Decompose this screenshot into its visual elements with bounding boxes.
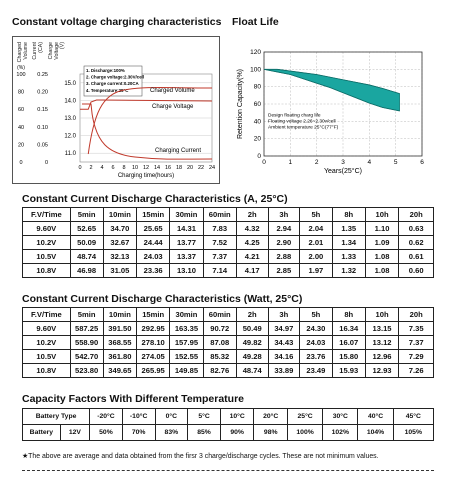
capacity-header-cell: 20°C — [254, 409, 288, 425]
table-cell: 7.37 — [203, 250, 236, 264]
cv-voltage-tick: 11.0 — [64, 151, 76, 158]
table-cell: 7.37 — [399, 336, 434, 350]
table-cell: 1.33 — [332, 250, 365, 264]
table-row — [23, 364, 434, 378]
table-cell: 13.37 — [170, 250, 204, 264]
table-cell: 391.50 — [103, 322, 137, 336]
table-cell: 16.34 — [332, 322, 365, 336]
fl-xlabel: Years(25°C) — [324, 168, 362, 175]
fl-annotation-line: Floating voltage 2.26~2.30v/cell — [268, 119, 336, 125]
table-header-row — [23, 308, 434, 322]
fl-y-tick: 60 — [253, 101, 261, 108]
float-life-title: Float Life — [232, 16, 279, 28]
table-row — [23, 336, 434, 350]
capacity-cell: 104% — [358, 425, 393, 441]
table-cell: 13.12 — [365, 336, 399, 350]
table-cell: 46.98 — [70, 264, 103, 278]
capacity-header-cell: -10°C — [122, 409, 155, 425]
table-cell: 52.65 — [70, 222, 103, 236]
cv-voltage-tick: 14.0 — [64, 98, 76, 105]
fl-ylabel: Retention Capacity(%) — [237, 68, 244, 140]
table-cell: 7.26 — [399, 364, 434, 378]
table-cell: 265.95 — [137, 364, 170, 378]
header-cell: 20h — [399, 308, 434, 322]
table-cell: 542.70 — [70, 350, 103, 364]
cv-legend-item: 3. Charge current:0.20CA — [86, 81, 139, 87]
table-cell: 558.90 — [70, 336, 103, 350]
table-cell: 2.04 — [299, 222, 332, 236]
table-cell: 0.63 — [399, 222, 434, 236]
table-cell: 7.14 — [203, 264, 236, 278]
table-row — [23, 222, 434, 236]
cv-legend-item: 2. Charge voltage:2.30V/cell — [86, 74, 145, 80]
table-cell: 31.05 — [103, 264, 137, 278]
table-cell: 2.85 — [268, 264, 299, 278]
table-cell: 10.5V — [23, 250, 71, 264]
cv-x-tick: 16 — [164, 165, 172, 171]
dashed-divider — [22, 470, 434, 471]
cv-axis-title-2: ChargeVoltage(V) — [48, 42, 66, 60]
table-cell: 24.44 — [137, 236, 170, 250]
fl-y-tick: 80 — [253, 83, 261, 91]
cv-x-tick: 22 — [197, 165, 205, 171]
table-cell: 34.70 — [103, 222, 137, 236]
fl-y-tick: 0 — [257, 153, 261, 160]
capacity-cell: 100% — [288, 425, 323, 441]
cv-charging-title: Constant voltage charging characteristics — [12, 16, 222, 28]
cv-label-voltage: Charge Voltage — [152, 104, 194, 110]
header-cell: 10min — [103, 208, 137, 222]
fl-y-tick: 40 — [253, 118, 261, 126]
table-cell: 4.17 — [236, 264, 268, 278]
cv-current-tick: 0.10 — [37, 124, 48, 131]
capacity-cell: 98% — [254, 425, 288, 441]
fl-band-area — [264, 69, 400, 111]
header-cell: 2h — [236, 308, 268, 322]
capacity-row — [23, 425, 434, 441]
table-cell: 49.82 — [236, 336, 268, 350]
table-row — [23, 250, 434, 264]
cv-voltage-tick: 15.0 — [64, 80, 76, 87]
table-cell: 4.32 — [236, 222, 268, 236]
table-cell: 1.32 — [332, 264, 365, 278]
table-cell: 49.28 — [236, 350, 268, 364]
fl-x-tick: 2 — [314, 159, 319, 166]
cv-xlabel: Charging time(hours) — [117, 173, 175, 179]
cv-charged-volume-curve — [88, 88, 212, 155]
capacity-header-cell: Battery Type — [23, 409, 90, 425]
table-cell: 274.05 — [137, 350, 170, 364]
cv-legend-item: 1. Discharge:100% — [86, 68, 125, 73]
cv-volume-tick: 0 — [19, 160, 23, 166]
cv-x-tick: 8 — [122, 165, 126, 171]
discharge-w-title: Constant Current Discharge Characteristics (Watt, 25°C) — [22, 293, 303, 305]
table-row — [23, 322, 434, 336]
table-cell: 2.90 — [268, 236, 299, 250]
table-cell: 9.60V — [23, 322, 71, 336]
header-cell: 10h — [365, 208, 399, 222]
table-cell: 1.08 — [365, 264, 399, 278]
footnote: ★The above are average and data obtained from the firsr 3 charge/discharge cycles. These are not minimum values. — [22, 453, 379, 460]
capacity-header-cell: 40°C — [358, 409, 393, 425]
table-cell: 23.76 — [299, 350, 332, 364]
cv-volume-tick: 40 — [17, 124, 25, 131]
fl-x-tick: 3 — [341, 159, 345, 166]
table-cell: 0.60 — [399, 264, 434, 278]
discharge-a-table — [22, 207, 434, 278]
header-cell: 5h — [299, 208, 332, 222]
table-cell: 1.35 — [332, 222, 365, 236]
header-cell: 15min — [137, 208, 170, 222]
table-cell: 34.43 — [268, 336, 299, 350]
table-cell: 2.94 — [268, 222, 299, 236]
table-cell: 14.31 — [170, 222, 204, 236]
table-cell: 33.89 — [268, 364, 299, 378]
capacity-table — [22, 408, 434, 441]
table-cell: 32.13 — [103, 250, 137, 264]
table-cell: 157.95 — [170, 336, 204, 350]
cv-current-tick: 0 — [44, 160, 48, 166]
table-cell: 349.65 — [103, 364, 137, 378]
table-header-row — [23, 208, 434, 222]
table-cell: 25.65 — [137, 222, 170, 236]
table-cell: 12.93 — [365, 364, 399, 378]
fl-x-tick: 6 — [420, 159, 424, 166]
header-cell: 20h — [399, 208, 434, 222]
cv-volume-tick: 100 — [16, 72, 26, 78]
table-row — [23, 236, 434, 250]
table-cell: 7.52 — [203, 236, 236, 250]
table-cell: 278.10 — [137, 336, 170, 350]
cv-x-tick: 20 — [186, 165, 194, 171]
capacity-cell: 105% — [393, 425, 433, 441]
header-cell: 30min — [170, 308, 204, 322]
capacity-header-cell: 0°C — [155, 409, 188, 425]
header-cell: 5min — [70, 308, 103, 322]
cv-axis-title-1: Current(CA) — [32, 42, 44, 60]
table-cell: 292.95 — [137, 322, 170, 336]
table-cell: 368.55 — [103, 336, 137, 350]
table-cell: 0.61 — [399, 250, 434, 264]
header-cell: 10h — [365, 308, 399, 322]
fl-y-tick: 20 — [253, 135, 261, 143]
header-cell: 60min — [203, 308, 236, 322]
table-cell: 24.03 — [137, 250, 170, 264]
table-cell: 7.29 — [399, 350, 434, 364]
table-cell: 50.49 — [236, 322, 268, 336]
table-cell: 13.15 — [365, 322, 399, 336]
header-cell: 5h — [299, 308, 332, 322]
table-cell: 10.2V — [23, 336, 71, 350]
capacity-cell: 102% — [323, 425, 358, 441]
table-row — [23, 350, 434, 364]
capacity-cell: 70% — [122, 425, 155, 441]
table-cell: 9.60V — [23, 222, 71, 236]
capacity-cell: 50% — [90, 425, 123, 441]
capacity-cell: 90% — [220, 425, 254, 441]
table-cell: 7.35 — [399, 322, 434, 336]
table-cell: 587.25 — [70, 322, 103, 336]
header-cell: 60min — [203, 208, 236, 222]
header-cell: 8h — [332, 208, 365, 222]
header-cell: 15min — [137, 308, 170, 322]
table-cell: 4.25 — [236, 236, 268, 250]
cv-charging-chart — [12, 36, 220, 184]
cv-x-tick: 18 — [175, 165, 183, 171]
fl-annotation-line: Ambient temperature 25°C(77°F) — [268, 125, 339, 131]
table-row — [23, 264, 434, 278]
table-cell: 90.72 — [203, 322, 236, 336]
fl-x-tick: 4 — [367, 159, 372, 166]
cv-axis-title-0: ChargedVolume — [17, 42, 29, 63]
fl-annotation-line: Design floating charg life — [268, 113, 321, 119]
table-cell: 2.88 — [268, 250, 299, 264]
table-cell: 12.96 — [365, 350, 399, 364]
table-cell: 24.30 — [299, 322, 332, 336]
capacity-header-cell: 5°C — [188, 409, 221, 425]
table-cell: 7.83 — [203, 222, 236, 236]
capacity-header-cell: 10°C — [220, 409, 254, 425]
table-cell: 23.36 — [137, 264, 170, 278]
table-cell: 50.09 — [70, 236, 103, 250]
cv-label-current: Charging Current — [155, 148, 202, 154]
table-cell: 1.08 — [365, 250, 399, 264]
table-cell: 2.00 — [299, 250, 332, 264]
float-life-chart — [232, 36, 432, 186]
capacity-title: Capacity Factors With Different Temperature — [22, 393, 245, 405]
table-cell: 13.77 — [170, 236, 204, 250]
fl-y-tick: 100 — [250, 66, 261, 74]
table-cell: 34.97 — [268, 322, 299, 336]
cv-x-tick: 6 — [111, 165, 115, 171]
capacity-header-cell: 25°C — [288, 409, 323, 425]
capacity-header-cell: -20°C — [90, 409, 123, 425]
cv-current-tick: 0.20 — [37, 89, 48, 96]
header-cell: 8h — [332, 308, 365, 322]
cv-label-volume: Charged Volume — [150, 88, 195, 94]
header-cell: 30min — [170, 208, 204, 222]
table-cell: 48.74 — [236, 364, 268, 378]
table-cell: 523.80 — [70, 364, 103, 378]
table-cell: 15.80 — [332, 350, 365, 364]
cv-x-tick: 24 — [208, 165, 216, 171]
fl-x-tick: 1 — [288, 159, 293, 166]
table-cell: 0.62 — [399, 236, 434, 250]
table-cell: 15.93 — [332, 364, 365, 378]
cv-x-tick: 4 — [100, 165, 104, 171]
table-cell: 24.03 — [299, 336, 332, 350]
cv-x-tick: 2 — [89, 165, 93, 171]
cv-current-tick: 0.25 — [37, 72, 48, 78]
table-cell: 48.74 — [70, 250, 103, 264]
table-cell: 10.8V — [23, 264, 71, 278]
table-cell: 1.10 — [365, 222, 399, 236]
table-cell: 2.01 — [299, 236, 332, 250]
cv-x-tick: 0 — [78, 165, 82, 171]
header-cell: 2h — [236, 208, 268, 222]
capacity-cell: 83% — [155, 425, 188, 441]
cv-volume-unit: (%) — [17, 65, 25, 71]
capacity-header-cell: 30°C — [323, 409, 358, 425]
header-cell: 3h — [268, 208, 299, 222]
fl-y-tick: 120 — [250, 49, 261, 56]
table-cell: 10.8V — [23, 364, 71, 378]
table-cell: 1.34 — [332, 236, 365, 250]
discharge-a-title: Constant Current Discharge Characteristics (A, 25°C) — [22, 193, 288, 205]
cv-voltage-tick: 12.0 — [64, 133, 76, 140]
cv-legend-item: 4. Temperature:25°C — [86, 87, 129, 93]
table-cell: 13.10 — [170, 264, 204, 278]
cv-voltage-tick: 13.0 — [64, 116, 76, 122]
table-cell: 1.09 — [365, 236, 399, 250]
table-cell: 163.35 — [170, 322, 204, 336]
cv-current-tick: 0.05 — [37, 142, 48, 149]
table-cell: 10.5V — [23, 350, 71, 364]
fl-x-tick: 5 — [393, 159, 398, 166]
capacity-header-cell: 45°C — [393, 409, 433, 425]
cv-x-tick: 10 — [131, 165, 139, 171]
cv-volume-tick: 60 — [17, 107, 25, 114]
header-cell: 10min — [103, 308, 137, 322]
discharge-w-table — [22, 307, 434, 378]
capacity-header-row — [23, 409, 434, 425]
cv-volume-tick: 80 — [17, 89, 25, 96]
cv-x-tick: 14 — [153, 165, 161, 171]
table-cell: 4.21 — [236, 250, 268, 264]
table-cell: 1.97 — [299, 264, 332, 278]
header-cell: F.V/Time — [23, 208, 71, 222]
capacity-cell: 12V — [60, 425, 89, 441]
table-cell: 85.32 — [203, 350, 236, 364]
cv-x-tick: 12 — [142, 165, 150, 171]
table-cell: 10.2V — [23, 236, 71, 250]
header-cell: 5min — [70, 208, 103, 222]
capacity-cell: Battery — [23, 425, 61, 441]
table-cell: 152.55 — [170, 350, 204, 364]
header-cell: F.V/Time — [23, 308, 71, 322]
table-cell: 82.76 — [203, 364, 236, 378]
cv-current-tick: 0.15 — [37, 107, 48, 114]
fl-x-tick: 0 — [262, 159, 266, 166]
table-cell: 23.49 — [299, 364, 332, 378]
table-cell: 149.85 — [170, 364, 204, 378]
cv-volume-tick: 20 — [17, 142, 25, 149]
table-cell: 32.67 — [103, 236, 137, 250]
table-cell: 87.08 — [203, 336, 236, 350]
header-cell: 3h — [268, 308, 299, 322]
table-cell: 16.07 — [332, 336, 365, 350]
capacity-cell: 85% — [188, 425, 221, 441]
table-cell: 34.16 — [268, 350, 299, 364]
table-cell: 361.80 — [103, 350, 137, 364]
